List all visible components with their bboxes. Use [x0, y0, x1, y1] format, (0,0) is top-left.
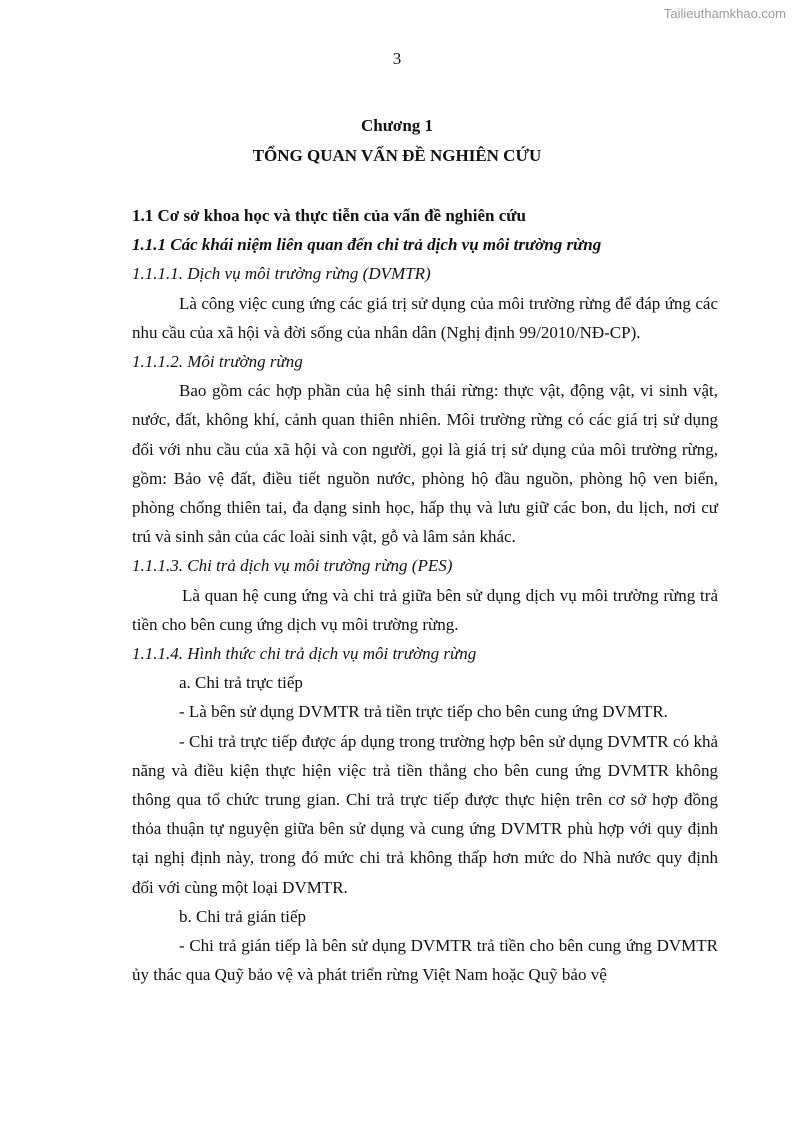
watermark: Tailieuthamkhao.com [663, 6, 786, 21]
paragraph-direct-item-2: - Chi trả trực tiếp được áp dụng trong trường hợp bên sử dụng DVMTR có khả năng và điều kiện thực hiện việc trả tiền thẳng cho bên cung ứng DVMTR không thông qua tổ chức trung gian. Chi trả trực tiếp được thực hiện trên cơ sở hợp đồng thỏa thuận tự nguyện giữa bên sử dụng và cung ứng DVMTR phù hợp với quy định tại nghị định này, trong đó mức chi trả không thấp hơn mức do Nhà nước quy định đối với cùng một loại DVMTR. [132, 731, 718, 897]
chapter-title: TỔNG QUAN VẤN ĐỀ NGHIÊN CỨU [252, 146, 542, 165]
section-heading-1-1: 1.1 Cơ sở khoa học và thực tiễn của vấn đề nghiên cứu [132, 206, 526, 225]
subheading-direct-payment: a. Chi trả trực tiếp [179, 673, 303, 693]
chapter-label: Chương 1 [360, 116, 434, 135]
paragraph-forest-environment: Bao gồm các hợp phần của hệ sinh thái rừng: thực vật, động vật, vi sinh vật, nước, đất, không khí, cảnh quan thiên nhiên. Môi trường rừng có các giá trị sử dụng đối với nhu cầu của xã hội và con người, gọi là giá trị sử dụng của môi trường rừng, gồm: Bảo vệ đất, điều tiết nguồn nước, phòng hộ đầu nguồn, phòng hộ ven biển, phòng chống thiên tai, đa dạng sinh học, hấp thụ và lưu giữ các bon, du lịch, nơi cư trú và sinh sản của các loài sinh vật, gỗ và lâm sản khác. [132, 381, 718, 547]
page-number: 3 [392, 49, 402, 68]
section-heading-1-1-1: 1.1.1 Các khái niệm liên quan đến chi trả dịch vụ môi trường rừng [132, 235, 602, 255]
paragraph-dvmtr-definition: Là công việc cung ứng các giá trị sử dụng của môi trường rừng để đáp ứng các nhu cầu của xã hội và đời sống của nhân dân (Nghị định 99/2010/NĐ-CP). [132, 293, 718, 342]
paragraph-indirect-item-1: - Chi trả gián tiếp là bên sử dụng DVMTR trả tiền cho bên cung ứng DVMTR ủy thác qua Quỹ bảo vệ và phát triển rừng Việt Nam hoặc Quỹ bảo vệ [132, 936, 718, 985]
section-heading-1-1-1-3: 1.1.1.3. Chi trả dịch vụ môi trường rừng (PES) [132, 556, 453, 576]
section-heading-1-1-1-2: 1.1.1.2. Môi trường rừng [132, 352, 303, 372]
section-heading-1-1-1-4: 1.1.1.4. Hình thức chi trả dịch vụ môi trường rừng [132, 644, 477, 664]
section-heading-1-1-1-1: 1.1.1.1. Dịch vụ môi trường rừng (DVMTR) [132, 264, 431, 284]
document-body [132, 201, 718, 989]
paragraph-direct-item-1: - Là bên sử dụng DVMTR trả tiền trực tiếp cho bên cung ứng DVMTR. [179, 702, 668, 722]
paragraph-pes-definition: Là quan hệ cung ứng và chi trả giữa bên sử dụng dịch vụ môi trường rừng trả tiền cho bên cung ứng dịch vụ môi trường rừng. [132, 585, 718, 634]
subheading-indirect-payment: b. Chi trả gián tiếp [179, 906, 307, 926]
